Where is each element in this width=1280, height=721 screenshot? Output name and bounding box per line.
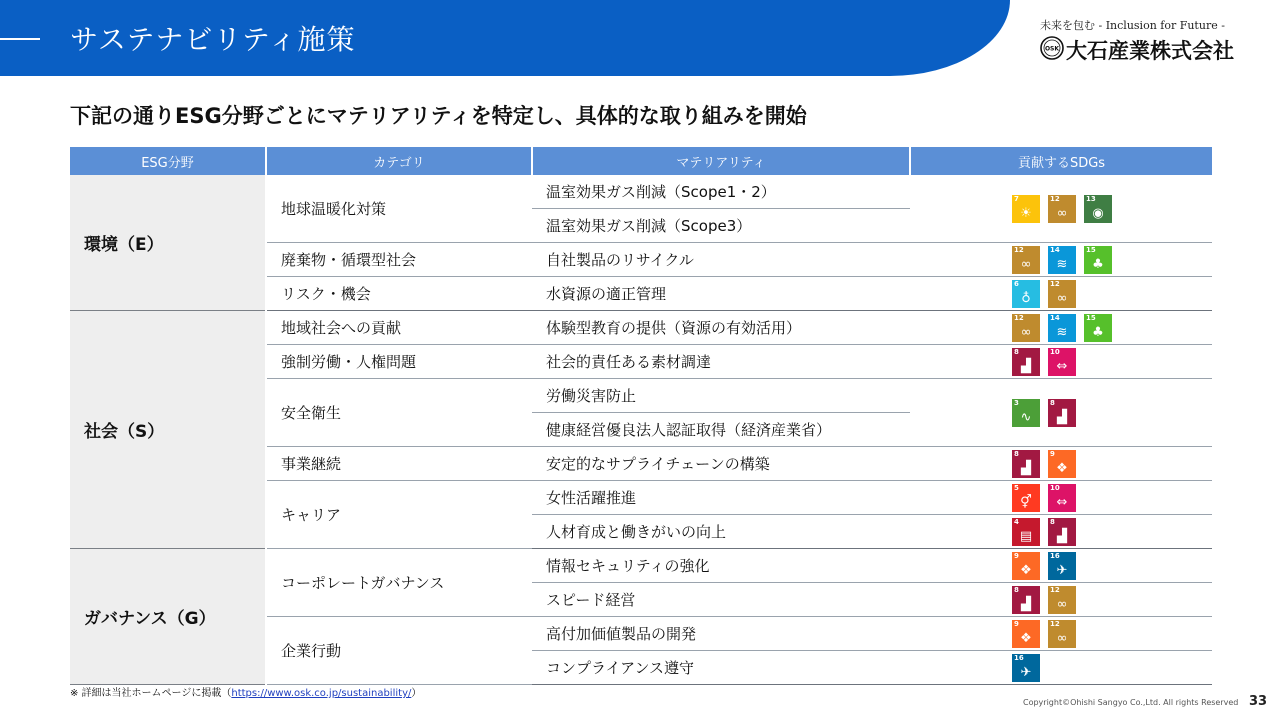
- sdg-icons: [1012, 586, 1212, 614]
- materiality-cell: スピード経営: [532, 583, 910, 617]
- sdg-number: 10: [1050, 347, 1060, 356]
- sdg-number: 15: [1086, 245, 1096, 254]
- sdg-cell: [910, 345, 1212, 379]
- copyright: Copyright©Ohishi Sangyo Co.,Ltd. All rights Reserved: [1023, 698, 1239, 707]
- sdg-number: 8: [1050, 398, 1055, 407]
- sdg-number: 8: [1014, 347, 1019, 356]
- sustainability-link[interactable]: https://www.osk.co.jp/sustainability/: [231, 688, 412, 699]
- materiality-cell: 女性活躍推進: [532, 481, 910, 515]
- sdg-number: 9: [1014, 619, 1019, 628]
- company-name: 大石産業株式会社: [1066, 39, 1234, 63]
- sdg-icons: [1012, 654, 1212, 682]
- sdg-4-book-icon: [1012, 518, 1040, 546]
- tree-icon: ♣: [1092, 256, 1104, 272]
- sdg-icons: [1012, 280, 1212, 308]
- sdg-number: 5: [1014, 483, 1019, 492]
- sdg-number: 13: [1086, 194, 1096, 203]
- growth-chart-icon: ▟: [1021, 358, 1031, 374]
- equality-icon: ⇔: [1056, 358, 1068, 374]
- logo-mark-text: OSK: [1044, 45, 1060, 53]
- category-cell: 企業行動: [266, 617, 532, 685]
- dove-icon: ✈: [1020, 664, 1032, 680]
- table-header-row: [70, 147, 1212, 175]
- heartbeat-icon: ∿: [1020, 409, 1032, 425]
- category-cell: 事業継続: [266, 447, 532, 481]
- category-cell: リスク・機会: [266, 277, 532, 311]
- sdg-cell: [910, 277, 1212, 311]
- sdg-13-eye-globe-icon: [1084, 195, 1112, 223]
- sdg-cell: [910, 481, 1212, 515]
- sdg-12-infinity-icon: [1048, 195, 1076, 223]
- sdg-10-equality-icon: [1048, 348, 1076, 376]
- materiality-cell: 体験型教育の提供（資源の有効活用）: [532, 311, 910, 345]
- sdg-icons: [1012, 518, 1212, 546]
- sdg-8-growth-chart-icon: [1012, 450, 1040, 478]
- sdg-9-cubes-icon: [1012, 620, 1040, 648]
- materiality-cell: 安定的なサプライチェーンの構築: [532, 447, 910, 481]
- sdg-number: 9: [1014, 551, 1019, 560]
- sdg-number: 12: [1014, 313, 1024, 322]
- infinity-icon: ∞: [1020, 324, 1032, 340]
- section-subtitle: 下記の通りESG分野ごとにマテリアリティを特定し、具体的な取り組みを開始: [70, 104, 807, 128]
- sdg-number: 14: [1050, 313, 1060, 322]
- sdg-number: 15: [1086, 313, 1096, 322]
- sdg-7-sun-icon: [1012, 195, 1040, 223]
- sdg-number: 10: [1050, 483, 1060, 492]
- header-sdgs: 貢献するSDGs: [910, 147, 1212, 175]
- sdg-number: 4: [1014, 517, 1019, 526]
- growth-chart-icon: ▟: [1021, 596, 1031, 612]
- infinity-icon: ∞: [1056, 596, 1068, 612]
- company-logo-icon: [1040, 36, 1064, 60]
- materiality-cell: 温室効果ガス削減（Scope1・2）: [532, 175, 910, 209]
- cubes-icon: ❖: [1020, 562, 1032, 578]
- table-row: [70, 311, 1212, 345]
- infinity-icon: ∞: [1020, 256, 1032, 272]
- sdg-number: 12: [1050, 585, 1060, 594]
- logo-tagline: 未来を包む - Inclusion for Future -: [1040, 19, 1225, 32]
- esg-environment: 環境（E）: [70, 175, 266, 311]
- sdg-number: 8: [1014, 585, 1019, 594]
- sdg-cell: [910, 379, 1212, 447]
- sdg-cell: [910, 447, 1212, 481]
- fish-icon: ≋: [1056, 324, 1068, 340]
- materiality-cell: 情報セキュリティの強化: [532, 549, 910, 583]
- header-category: カテゴリ: [266, 147, 532, 175]
- sdg-8-growth-chart-icon: [1048, 518, 1076, 546]
- sdg-8-growth-chart-icon: [1048, 399, 1076, 427]
- sdg-number: 16: [1014, 653, 1024, 662]
- page-number: 33: [1249, 694, 1268, 709]
- sdg-14-fish-icon: [1048, 314, 1076, 342]
- eye-globe-icon: ◉: [1092, 205, 1104, 221]
- materiality-cell: 労働災害防止: [532, 379, 910, 413]
- sdg-number: 7: [1014, 194, 1019, 203]
- sdg-number: 12: [1014, 245, 1024, 254]
- sdg-12-infinity-icon: [1012, 314, 1040, 342]
- fish-icon: ≋: [1056, 256, 1068, 272]
- sdg-cell: [910, 311, 1212, 345]
- materiality-table: [70, 147, 1212, 685]
- sdg-9-cubes-icon: [1048, 450, 1076, 478]
- sdg-number: 12: [1050, 279, 1060, 288]
- esg-governance: ガバナンス（G）: [70, 549, 266, 685]
- sdg-cell: [910, 515, 1212, 549]
- tree-icon: ♣: [1092, 324, 1104, 340]
- sdg-8-growth-chart-icon: [1012, 348, 1040, 376]
- sdg-number: 9: [1050, 449, 1055, 458]
- header-materiality: マテリアリティ: [532, 147, 910, 175]
- sdg-cell: [910, 651, 1212, 685]
- footnote-prefix: ※ 詳細は当社ホームページに掲載（: [70, 688, 232, 699]
- sdg-16-dove-icon: [1012, 654, 1040, 682]
- sdg-number: 14: [1050, 245, 1060, 254]
- infinity-icon: ∞: [1056, 630, 1068, 646]
- materiality-cell: 水資源の適正管理: [532, 277, 910, 311]
- sdg-number: 8: [1014, 449, 1019, 458]
- gender-icon: ⚥: [1020, 494, 1032, 510]
- sun-icon: ☀: [1020, 205, 1032, 221]
- sdg-9-cubes-icon: [1012, 552, 1040, 580]
- sdg-icons: [1012, 620, 1212, 648]
- sdg-icons: [1012, 399, 1212, 427]
- sdg-5-gender-icon: [1012, 484, 1040, 512]
- cubes-icon: ❖: [1020, 630, 1032, 646]
- category-cell: コーポレートガバナンス: [266, 549, 532, 617]
- sdg-15-tree-icon: [1084, 314, 1112, 342]
- materiality-cell: 温室効果ガス削減（Scope3）: [532, 209, 910, 243]
- growth-chart-icon: ▟: [1057, 528, 1067, 544]
- infinity-icon: ∞: [1056, 205, 1068, 221]
- materiality-cell: 人材育成と働きがいの向上: [532, 515, 910, 549]
- sdg-3-heartbeat-icon: [1012, 399, 1040, 427]
- materiality-cell: コンプライアンス遵守: [532, 651, 910, 685]
- category-cell: 地球温暖化対策: [266, 175, 532, 243]
- footnote-suffix: ）: [411, 688, 422, 699]
- category-cell: 強制労働・人権問題: [266, 345, 532, 379]
- sdg-10-equality-icon: [1048, 484, 1076, 512]
- sdg-12-infinity-icon: [1048, 620, 1076, 648]
- growth-chart-icon: ▟: [1057, 409, 1067, 425]
- page-title: サステナビリティ施策: [70, 23, 356, 56]
- category-cell: 安全衛生: [266, 379, 532, 447]
- sdg-icons: [1012, 484, 1212, 512]
- sdg-cell: [910, 243, 1212, 277]
- category-cell: キャリア: [266, 481, 532, 549]
- sdg-6-water-icon: [1012, 280, 1040, 308]
- sdg-icons: [1012, 246, 1212, 274]
- sdg-14-fish-icon: [1048, 246, 1076, 274]
- growth-chart-icon: ▟: [1021, 460, 1031, 476]
- header-accent-line: [0, 38, 40, 40]
- sdg-number: 8: [1050, 517, 1055, 526]
- sdg-cell: [910, 549, 1212, 583]
- sdg-icons: [1012, 450, 1212, 478]
- infinity-icon: ∞: [1056, 290, 1068, 306]
- esg-social: 社会（S）: [70, 311, 266, 549]
- equality-icon: ⇔: [1056, 494, 1068, 510]
- water-icon: ♁: [1021, 290, 1031, 306]
- sdg-15-tree-icon: [1084, 246, 1112, 274]
- dove-icon: ✈: [1056, 562, 1068, 578]
- table-row: [70, 549, 1212, 583]
- cubes-icon: ❖: [1056, 460, 1068, 476]
- sdg-cell: [910, 617, 1212, 651]
- sdg-number: 12: [1050, 619, 1060, 628]
- category-cell: 地域社会への貢献: [266, 311, 532, 345]
- header-esg: ESG分野: [70, 147, 266, 175]
- table-row: [70, 175, 1212, 209]
- sdg-12-infinity-icon: [1012, 246, 1040, 274]
- materiality-cell: 健康経営優良法人認証取得（経済産業省）: [532, 413, 910, 447]
- materiality-cell: 自社製品のリサイクル: [532, 243, 910, 277]
- sdg-icons: [1012, 314, 1212, 342]
- sdg-icons: [1012, 348, 1212, 376]
- sdg-number: 16: [1050, 551, 1060, 560]
- sdg-icons: [1012, 195, 1212, 223]
- sdg-cell: [910, 175, 1212, 243]
- sdg-number: 3: [1014, 398, 1019, 407]
- materiality-cell: 高付加価値製品の開発: [532, 617, 910, 651]
- sdg-number: 6: [1014, 279, 1019, 288]
- category-cell: 廃棄物・循環型社会: [266, 243, 532, 277]
- materiality-cell: 社会的責任ある素材調達: [532, 345, 910, 379]
- sdg-8-growth-chart-icon: [1012, 586, 1040, 614]
- footnote: [70, 684, 421, 699]
- sdg-12-infinity-icon: [1048, 586, 1076, 614]
- book-icon: ▤: [1019, 528, 1033, 544]
- sdg-cell: [910, 583, 1212, 617]
- sdg-16-dove-icon: [1048, 552, 1076, 580]
- sdg-icons: [1012, 552, 1212, 580]
- sdg-12-infinity-icon: [1048, 280, 1076, 308]
- sdg-number: 12: [1050, 194, 1060, 203]
